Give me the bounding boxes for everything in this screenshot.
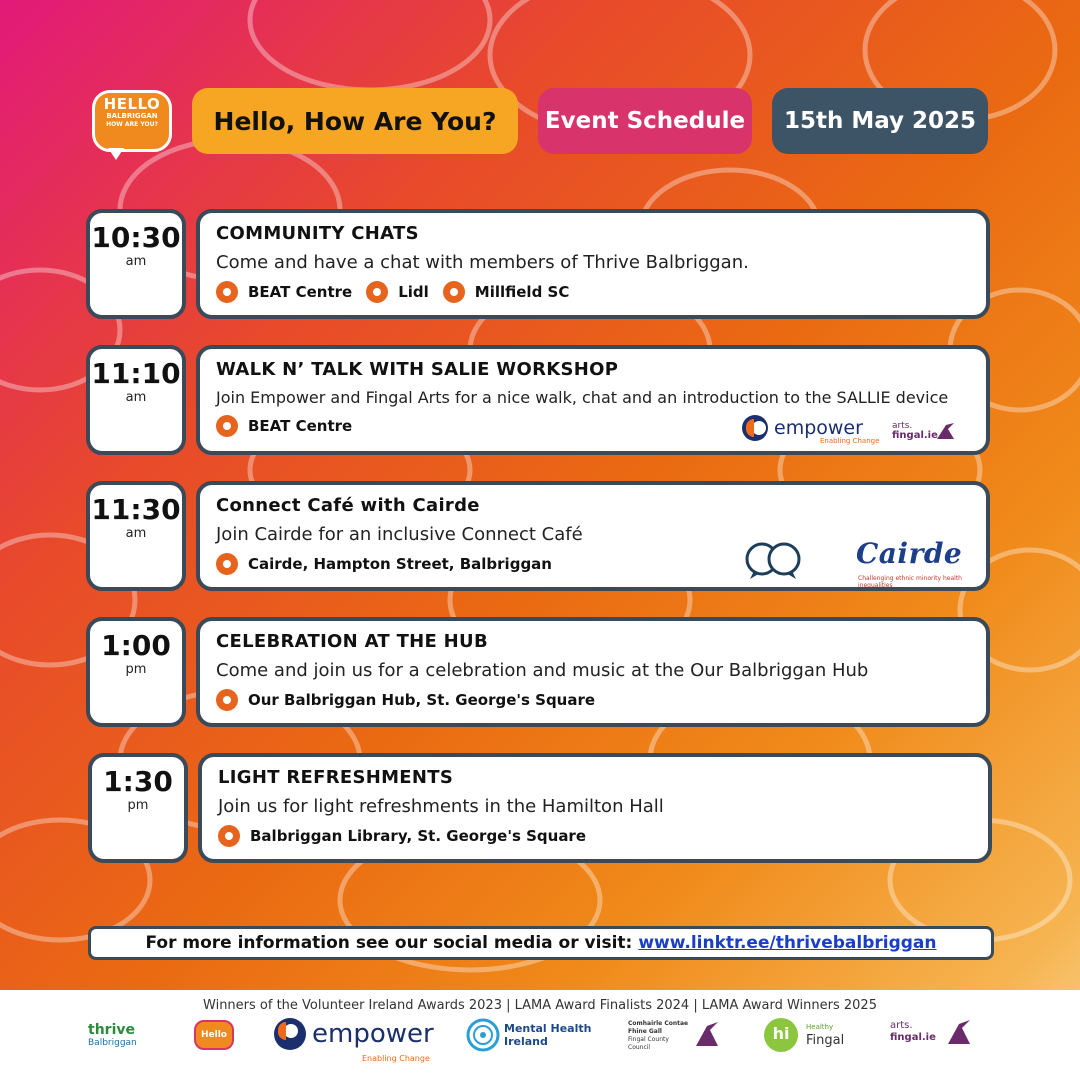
- event-title: COMMUNITY CHATS: [216, 223, 419, 244]
- empower-mark-icon: [742, 415, 768, 441]
- more-info-bar: [88, 926, 994, 960]
- event-description: Join us for light refreshments in the Hamilton Hall: [218, 796, 664, 817]
- cairde-logo: Cairde: [856, 537, 963, 570]
- hello-balbriggan-logo: [92, 90, 172, 152]
- connect-cafe-logo-icon: [742, 541, 804, 581]
- event-locations: [216, 415, 986, 437]
- event-card-4: [196, 617, 990, 727]
- event-ampm: pm: [127, 798, 149, 813]
- time-box-1: [86, 209, 186, 319]
- time-box-5: [88, 753, 188, 863]
- event-locations: [218, 825, 988, 847]
- cairde-tagline: Challenging ethnic minority health inequalities: [858, 575, 962, 589]
- location-name: BEAT Centre: [248, 417, 353, 435]
- arts-top: arts.: [890, 1020, 913, 1031]
- mhi-line-1: Mental Health: [504, 1022, 592, 1035]
- location-item: [216, 553, 552, 575]
- event-date-pill: 15th May 2025: [772, 88, 988, 154]
- footer: [0, 990, 1080, 1080]
- arts-fingal-logo: [892, 421, 938, 441]
- mental-health-ireland-logo: [504, 1022, 591, 1048]
- event-title: LIGHT REFRESHMENTS: [218, 767, 454, 788]
- event-title: WALK N’ TALK WITH SALIE WORKSHOP: [216, 359, 619, 380]
- event-description: Join Cairde for an inclusive Connect Café: [216, 524, 583, 545]
- location-pin-icon: [366, 281, 388, 303]
- logo-bubble-tail: [108, 148, 124, 160]
- fingal-cc-line-3: Fingal County: [628, 1036, 669, 1043]
- location-name: Our Balbriggan Hub, St. George's Square: [248, 691, 596, 709]
- location-name: Lidl: [398, 283, 429, 301]
- healthy-word: Healthy: [806, 1023, 834, 1031]
- linktree-link[interactable]: www.linktr.ee/thrivebalbriggan: [638, 933, 937, 953]
- event-time: 1:30: [103, 765, 173, 798]
- event-ampm: am: [125, 526, 147, 541]
- time-box-2: [86, 345, 186, 455]
- event-description: Come and join us for a celebration and music at the Our Balbriggan Hub: [216, 660, 869, 681]
- event-schedule-pill: Event Schedule: [538, 88, 752, 154]
- event-title: Connect Café with Cairde: [216, 495, 480, 516]
- location-item: [443, 281, 570, 303]
- location-name: Balbriggan Library, St. George's Square: [250, 827, 587, 845]
- empower-footer-tagline: Enabling Change: [362, 1054, 430, 1063]
- location-item: [216, 281, 352, 303]
- time-box-3: [86, 481, 186, 591]
- event-locations: [216, 689, 986, 711]
- fingal-word: Fingal: [806, 1033, 845, 1048]
- mental-health-ireland-icon: [466, 1018, 500, 1052]
- heron-icon: [944, 1016, 974, 1048]
- event-card-1: [196, 209, 990, 319]
- location-item: [216, 415, 352, 437]
- location-name: Cairde, Hampton Street, Balbriggan: [248, 555, 552, 573]
- heron-icon: [934, 419, 958, 443]
- event-time: 11:30: [91, 493, 181, 526]
- thrive-balbriggan-logo: [88, 1022, 158, 1048]
- location-pin-icon: [216, 689, 238, 711]
- location-name: Millfield SC: [474, 283, 570, 301]
- event-ampm: am: [125, 254, 147, 269]
- mhi-line-2: Ireland: [504, 1035, 548, 1048]
- empower-footer-logo: [274, 1018, 434, 1050]
- event-card-2: [196, 345, 990, 455]
- location-pin-icon: [216, 281, 238, 303]
- location-pin-icon: [218, 825, 240, 847]
- event-title: CELEBRATION AT THE HUB: [216, 631, 488, 652]
- logo-line-3: HOW ARE YOU?: [106, 121, 158, 128]
- heron-icon: [692, 1018, 722, 1050]
- empower-mark-icon: [274, 1018, 306, 1050]
- event-locations: [216, 281, 986, 303]
- event-card-5: [198, 753, 992, 863]
- more-info-text: For more information see our social media or visit:: [145, 933, 633, 953]
- empower-footer-word: empower: [312, 1019, 434, 1049]
- hello-logo-small: Hello: [194, 1020, 234, 1050]
- location-name: BEAT Centre: [248, 283, 353, 301]
- event-description: Join Empower and Fingal Arts for a nice walk, chat and an introduction to the SALLIE device: [216, 388, 949, 407]
- thrive-wordmark: thrive: [88, 1022, 135, 1038]
- event-description: Come and have a chat with members of Thrive Balbriggan.: [216, 252, 749, 273]
- empower-wordmark: empower: [774, 417, 863, 439]
- location-pin-icon: [443, 281, 465, 303]
- event-time: 1:00: [101, 629, 171, 662]
- event-ampm: pm: [125, 662, 147, 677]
- arts-bottom: fingal.ie: [890, 1032, 936, 1043]
- location-item: [216, 689, 595, 711]
- logo-line-1: HELLO: [103, 95, 161, 113]
- time-box-4: [86, 617, 186, 727]
- logo-line-2: BALBRIGGAN: [106, 112, 158, 120]
- healthy-fingal-hi-icon: hi: [764, 1018, 798, 1052]
- fingal-cc-line-1: Comhairle Contae: [628, 1020, 689, 1027]
- arts-fingal-footer-logo: [890, 1020, 936, 1044]
- event-time: 11:10: [91, 357, 181, 390]
- location-pin-icon: [216, 553, 238, 575]
- thrive-subword: Balbriggan: [88, 1038, 137, 1048]
- awards-text: Winners of the Volunteer Ireland Awards 2023 | LAMA Award Finalists 2024 | LAMA Award Winners 2025: [203, 998, 877, 1013]
- event-ampm: am: [125, 390, 147, 405]
- fingal-county-council-logo: [628, 1020, 688, 1052]
- healthy-fingal-logo: [806, 1020, 844, 1048]
- fingal-cc-line-4: Council: [628, 1044, 651, 1051]
- event-title-pill: Hello, How Are You?: [192, 88, 518, 154]
- location-pin-icon: [216, 415, 238, 437]
- fingal-cc-line-2: Fhine Gall: [628, 1028, 662, 1035]
- location-item: [218, 825, 586, 847]
- event-time: 10:30: [91, 221, 181, 254]
- event-card-3: [196, 481, 990, 591]
- arts-fingal-bottom: fingal.ie: [892, 430, 938, 441]
- location-item: [366, 281, 429, 303]
- empower-tagline: Enabling Change: [820, 437, 880, 445]
- arts-fingal-top: arts.: [892, 421, 913, 431]
